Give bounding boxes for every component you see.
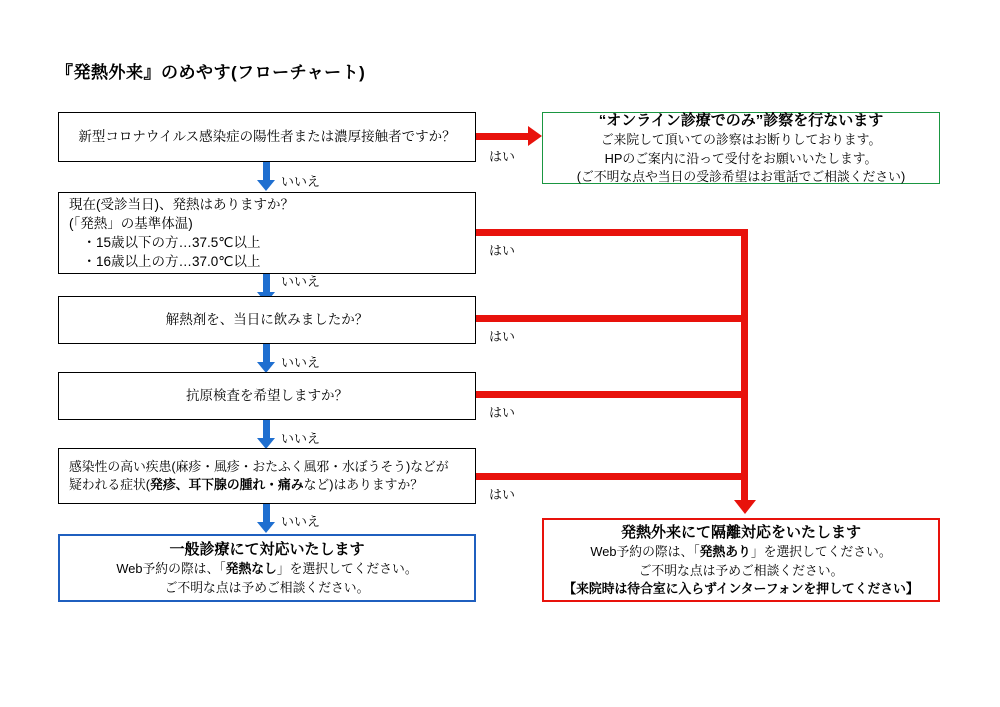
question-text: 新型コロナウイルス感染症の陽性者または濃厚接触者ですか？ [78, 129, 456, 145]
edge-q1-no [263, 162, 270, 182]
edge-q3-yes [476, 315, 748, 322]
edge-q4-yes [476, 391, 748, 398]
outcome-detail: Web予約の際は、「発熱なし」を選択してください。 [116, 561, 418, 577]
outcome-detail: 【来院時は待合室に入らずインターフォンを押してください】 [563, 580, 919, 596]
question-box-fever-now [58, 192, 476, 274]
edge-q1-yes [476, 133, 528, 140]
outcome-box-fever-clinic [542, 518, 940, 602]
edge-q5-yes [476, 473, 748, 480]
question-text: 感染性の高い疾患(麻疹・風疹・おたふく風邪・水ぼうそう)などが [69, 458, 449, 474]
edge-q1-no-arrowhead [257, 180, 275, 191]
page-title: 『発熱外来』のめやす(フローチャート) [56, 63, 366, 82]
question-text: ・15歳以下の方…37.5℃以上 [69, 235, 261, 250]
edge-label-q3-no: いいえ [281, 355, 321, 370]
edge-q3-no [263, 344, 270, 364]
edge-label-q1-no: いいえ [281, 174, 321, 189]
edge-label-q1-yes: はい [489, 149, 516, 164]
edge-label-q5-no: いいえ [281, 514, 321, 529]
edge-label-q3-yes: はい [489, 329, 516, 344]
question-text: ・16歳以上の方…37.0℃以上 [69, 254, 261, 270]
edge-yes-trunk-arrowhead [734, 500, 756, 514]
question-box-contagious-disease [58, 448, 476, 504]
edge-q5-no-arrowhead [257, 522, 275, 533]
edge-label-q4-yes: はい [489, 405, 516, 420]
question-text: 解熱剤を、当日に飲みましたか？ [165, 312, 369, 328]
edge-q5-no [263, 504, 270, 524]
outcome-heading: 一般診療にて対応いたします [169, 541, 365, 559]
outcome-detail: ご不明な点は予めご相談ください。 [164, 579, 370, 595]
edge-q4-no [263, 420, 270, 440]
edge-label-q4-no: いいえ [281, 431, 321, 446]
outcome-heading: 発熱外来にて隔離対応をいたします [620, 524, 861, 542]
question-box-antigen-test [58, 372, 476, 420]
question-box-covid-contact [58, 112, 476, 162]
edge-yes-trunk [741, 229, 748, 503]
outcome-detail: (ご不明な点や当日の受診希望はお電話でご相談ください) [576, 168, 906, 184]
question-text: 抗原検査を希望しますか？ [186, 388, 348, 404]
edge-q2-no [263, 274, 270, 294]
question-text: 現在(受診当日)、発熱はありますか？ [69, 196, 294, 212]
edge-label-q2-no: いいえ [281, 274, 321, 289]
question-box-antipyretic [58, 296, 476, 344]
outcome-detail: HPのご案内に沿って受付をお願いいたします。 [604, 150, 878, 166]
edge-label-q2-yes: はい [489, 243, 516, 258]
question-text: 疑われる症状(発疹、耳下腺の腫れ・痛みなど)はありますか？ [69, 477, 424, 492]
question-text: (「発熱」の基準体温) [69, 215, 193, 231]
edge-q1-yes-arrowhead [528, 126, 542, 146]
outcome-box-online-consultation [542, 112, 940, 184]
outcome-detail: ご来院して頂いての診察はお断りしております。 [600, 132, 882, 148]
edge-q2-yes [476, 229, 748, 236]
outcome-detail: ご不明な点は予めご相談ください。 [638, 562, 844, 578]
outcome-detail: Web予約の際は、「発熱あり」を選択してください。 [590, 544, 892, 560]
outcome-box-general-care [58, 534, 476, 602]
edge-label-q5-yes: はい [489, 487, 516, 502]
outcome-heading: “オンライン診療でのみ”診察を行ないます [598, 112, 884, 130]
